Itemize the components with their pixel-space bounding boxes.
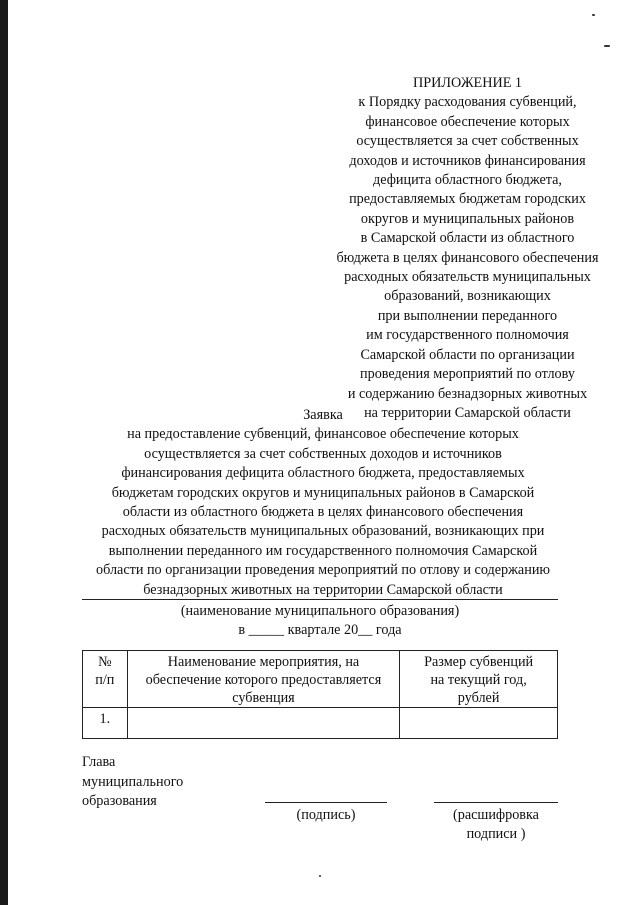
scan-speck	[604, 45, 610, 47]
signer-title	[82, 753, 183, 812]
decoding-caption-line: подписи )	[466, 826, 526, 842]
signature-decoding-caption	[434, 806, 558, 844]
header-text: на текущий год,	[430, 672, 527, 688]
scan-speck	[319, 875, 321, 877]
appendix-line: осуществляется за счет собственных	[356, 133, 579, 150]
subvention-table	[82, 650, 558, 739]
appendix-line: в Самарской области из областного	[360, 230, 575, 247]
decoding-caption-line: (расшифровка	[453, 807, 539, 823]
scan-speck	[592, 14, 595, 16]
header-text: Размер субвенций	[424, 654, 534, 670]
request-line: выполнении переданного им государственного полномочия Самарской	[108, 542, 538, 559]
column-header-activity	[127, 651, 400, 708]
header-text: №	[98, 654, 112, 670]
header-text: субвенция	[232, 690, 295, 706]
table-row	[83, 708, 558, 739]
appendix-line: проведения мероприятий по отлову	[360, 366, 575, 383]
appendix-line: расходных обязательств муниципальных	[344, 269, 591, 286]
appendix-title: ПРИЛОЖЕНИЕ 1	[412, 75, 523, 91]
signer-line: образования	[82, 793, 157, 810]
request-line: на предоставление субвенций, финансовое обеспечение которых	[127, 426, 519, 443]
cell-activity[interactable]	[127, 708, 400, 739]
appendix-line: округов и муниципальных районов	[360, 210, 575, 227]
table-header-row	[83, 651, 558, 708]
column-header-amount	[400, 651, 558, 708]
signer-line: Глава	[82, 754, 116, 770]
cell-amount[interactable]	[400, 708, 558, 739]
request-line: безнадзорных животных на территории Самарской области	[143, 581, 503, 598]
appendix-header	[325, 74, 610, 423]
request-line: расходных обязательств муниципальных образований, возникающих при	[101, 523, 545, 540]
request-line: области из областного бюджета в целях финансового обеспечения	[122, 504, 524, 521]
request-line: осуществляется за счет собственных доходов и источников	[144, 445, 502, 462]
appendix-line: финансовое обеспечение которых	[365, 113, 570, 130]
appendix-line: бюджета в целях финансового обеспечения	[336, 249, 599, 266]
header-text: обеспечение которого предоставляется	[145, 672, 382, 688]
signer-line: муниципального	[82, 773, 184, 790]
header-text: рублей	[457, 690, 500, 706]
signature-decoding-line[interactable]	[434, 802, 558, 803]
appendix-line: на территории Самарской области	[364, 404, 571, 421]
appendix-line: Самарской области по организации	[360, 346, 575, 363]
appendix-line: к Порядку расходования субвенций,	[358, 94, 577, 111]
request-heading	[70, 406, 576, 600]
municipality-caption: (наименование муниципального образования)	[180, 603, 460, 619]
appendix-line: дефицита областного бюджета,	[373, 172, 562, 189]
column-header-number	[83, 651, 128, 708]
appendix-line: и содержанию безнадзорных животных	[347, 385, 588, 402]
appendix-line: образований, возникающих	[384, 288, 551, 305]
request-line: финансирования дефицита областного бюджета, предоставляемых	[121, 465, 525, 482]
cell-number: 1.	[83, 708, 128, 739]
appendix-line: доходов и источников финансирования	[349, 152, 586, 169]
request-line: области по организации проведения мероприятий по отлову и содержанию	[95, 562, 551, 579]
appendix-line: предоставляемых бюджетам городских	[349, 191, 586, 208]
header-text: Наименование мероприятия, на	[167, 654, 360, 670]
appendix-line: им государственного полномочия	[366, 327, 569, 344]
signature-line[interactable]	[265, 802, 387, 803]
municipality-fill-line[interactable]	[82, 599, 558, 600]
appendix-line: при выполнении переданного	[377, 307, 558, 324]
request-title: Заявка	[303, 407, 343, 423]
scan-left-edge	[0, 0, 8, 905]
signature-caption: (подпись)	[296, 807, 356, 823]
quarter-year-line: в _____ квартале 20__ года	[238, 622, 402, 638]
request-line: бюджетам городских округов и муниципальных районов в Самарской	[111, 484, 535, 501]
header-text: п/п	[95, 672, 115, 688]
